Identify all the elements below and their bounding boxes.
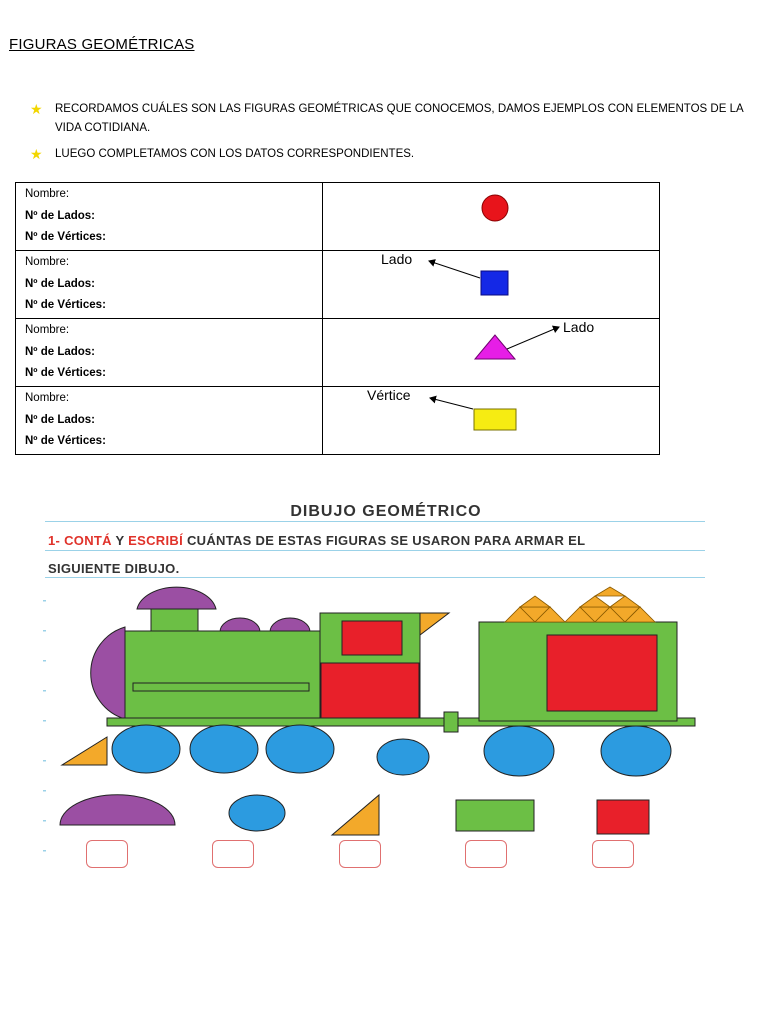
worksheet-title: DIBUJO GEOMÉTRICO <box>290 503 482 520</box>
figure-cell <box>323 387 660 455</box>
info-cell[interactable] <box>16 183 323 251</box>
instruction-rest: CUÁNTAS DE ESTAS FIGURAS SE USARON PARA ARMAR EL <box>186 533 586 548</box>
instruction-escribi: ESCRIBÍ <box>128 533 184 548</box>
train-drawing <box>40 495 720 885</box>
answer-box-semicircle[interactable] <box>86 840 128 868</box>
front-semicircle <box>91 627 125 719</box>
boiler-stripe <box>133 683 309 691</box>
instruction-number: 1- <box>48 533 61 548</box>
instruction-list <box>30 100 755 171</box>
table-row <box>16 319 660 387</box>
info-cell[interactable] <box>16 387 323 455</box>
wheel <box>266 725 334 773</box>
nombre-label: Nombre: <box>25 188 70 200</box>
wheel <box>484 726 554 776</box>
vertices-label: Nº de Vértices: <box>25 231 106 243</box>
chimney-cap <box>137 587 216 609</box>
callout-label: Vértice <box>367 387 411 403</box>
figure-drawing <box>323 319 669 385</box>
dome <box>270 618 310 632</box>
vertices-label: Nº de Vértices: <box>25 435 106 447</box>
instruction-y: Y <box>115 533 125 548</box>
answer-box-rectangle[interactable] <box>465 840 507 868</box>
legend-semicircle <box>60 795 175 825</box>
answer-box-square[interactable] <box>592 840 634 868</box>
figure-cell <box>323 251 660 319</box>
wheel <box>601 726 671 776</box>
legend-circle <box>229 795 285 831</box>
figure-cell <box>323 319 660 387</box>
arrow-line <box>507 327 559 349</box>
legend-square <box>597 800 649 834</box>
triangle-shape <box>475 335 515 359</box>
wheel <box>190 725 258 773</box>
answer-box-circle[interactable] <box>212 840 254 868</box>
figure-drawing <box>323 183 669 249</box>
figure-cell <box>323 183 660 251</box>
callout-label: Lado <box>563 319 595 335</box>
vertices-label: Nº de Vértices: <box>25 299 106 311</box>
nombre-label: Nombre: <box>25 392 70 404</box>
square-shape <box>481 271 508 295</box>
wheel <box>377 739 429 775</box>
list-item <box>30 100 755 138</box>
lados-label: Nº de Lados: <box>25 277 96 290</box>
lados-label: Nº de Lados: <box>25 345 96 358</box>
answer-box-triangle[interactable] <box>339 840 381 868</box>
figures-table <box>15 182 660 455</box>
worksheet-instruction-line2: SIGUIENTE DIBUJO. <box>48 561 180 576</box>
vertices-label: Nº de Vértices: <box>25 367 106 379</box>
star-icon: ★ <box>30 146 43 162</box>
figure-drawing <box>323 251 669 317</box>
nombre-label: Nombre: <box>25 256 70 268</box>
rectangle-shape <box>474 409 516 430</box>
bullet-text: LUEGO COMPLETAMOS CON LOS DATOS CORRESPONDIENTES. <box>55 148 415 160</box>
table-row <box>16 251 660 319</box>
cabin-door <box>321 663 419 719</box>
table-row <box>16 183 660 251</box>
wheel <box>112 725 180 773</box>
worksheet-image <box>40 495 720 885</box>
lados-label: Nº de Lados: <box>25 209 96 222</box>
cowcatcher <box>62 737 107 765</box>
info-cell[interactable] <box>16 251 323 319</box>
legend-triangle <box>332 795 379 835</box>
bullet-text: RECORDAMOS CUÁLES SON LAS FIGURAS GEOMÉTRICAS QUE CONOCEMOS, DAMOS EJEMPLOS CON ELEMENTOS DE LA VIDA COTIDIANA. <box>55 103 744 134</box>
cabin-window <box>342 621 402 655</box>
boiler <box>125 631 320 719</box>
lados-label: Nº de Lados: <box>25 413 96 426</box>
wagon-window <box>547 635 657 711</box>
dome <box>220 618 260 632</box>
nombre-label: Nombre: <box>25 324 70 336</box>
page-title: FIGURAS GEOMÉTRICAS <box>9 36 195 53</box>
arrow-line <box>430 398 473 409</box>
callout-label: Lado <box>381 251 413 267</box>
circle-shape <box>482 195 508 221</box>
table-row <box>16 387 660 455</box>
chimney <box>151 609 198 631</box>
instruction-conta: CONTÁ <box>64 533 112 548</box>
info-cell[interactable] <box>16 319 323 387</box>
coupling <box>444 712 458 732</box>
legend-rectangle <box>456 800 534 831</box>
arrow-line <box>429 261 480 278</box>
star-icon: ★ <box>30 101 43 117</box>
list-item <box>30 145 755 164</box>
roof-triangle <box>420 613 449 635</box>
